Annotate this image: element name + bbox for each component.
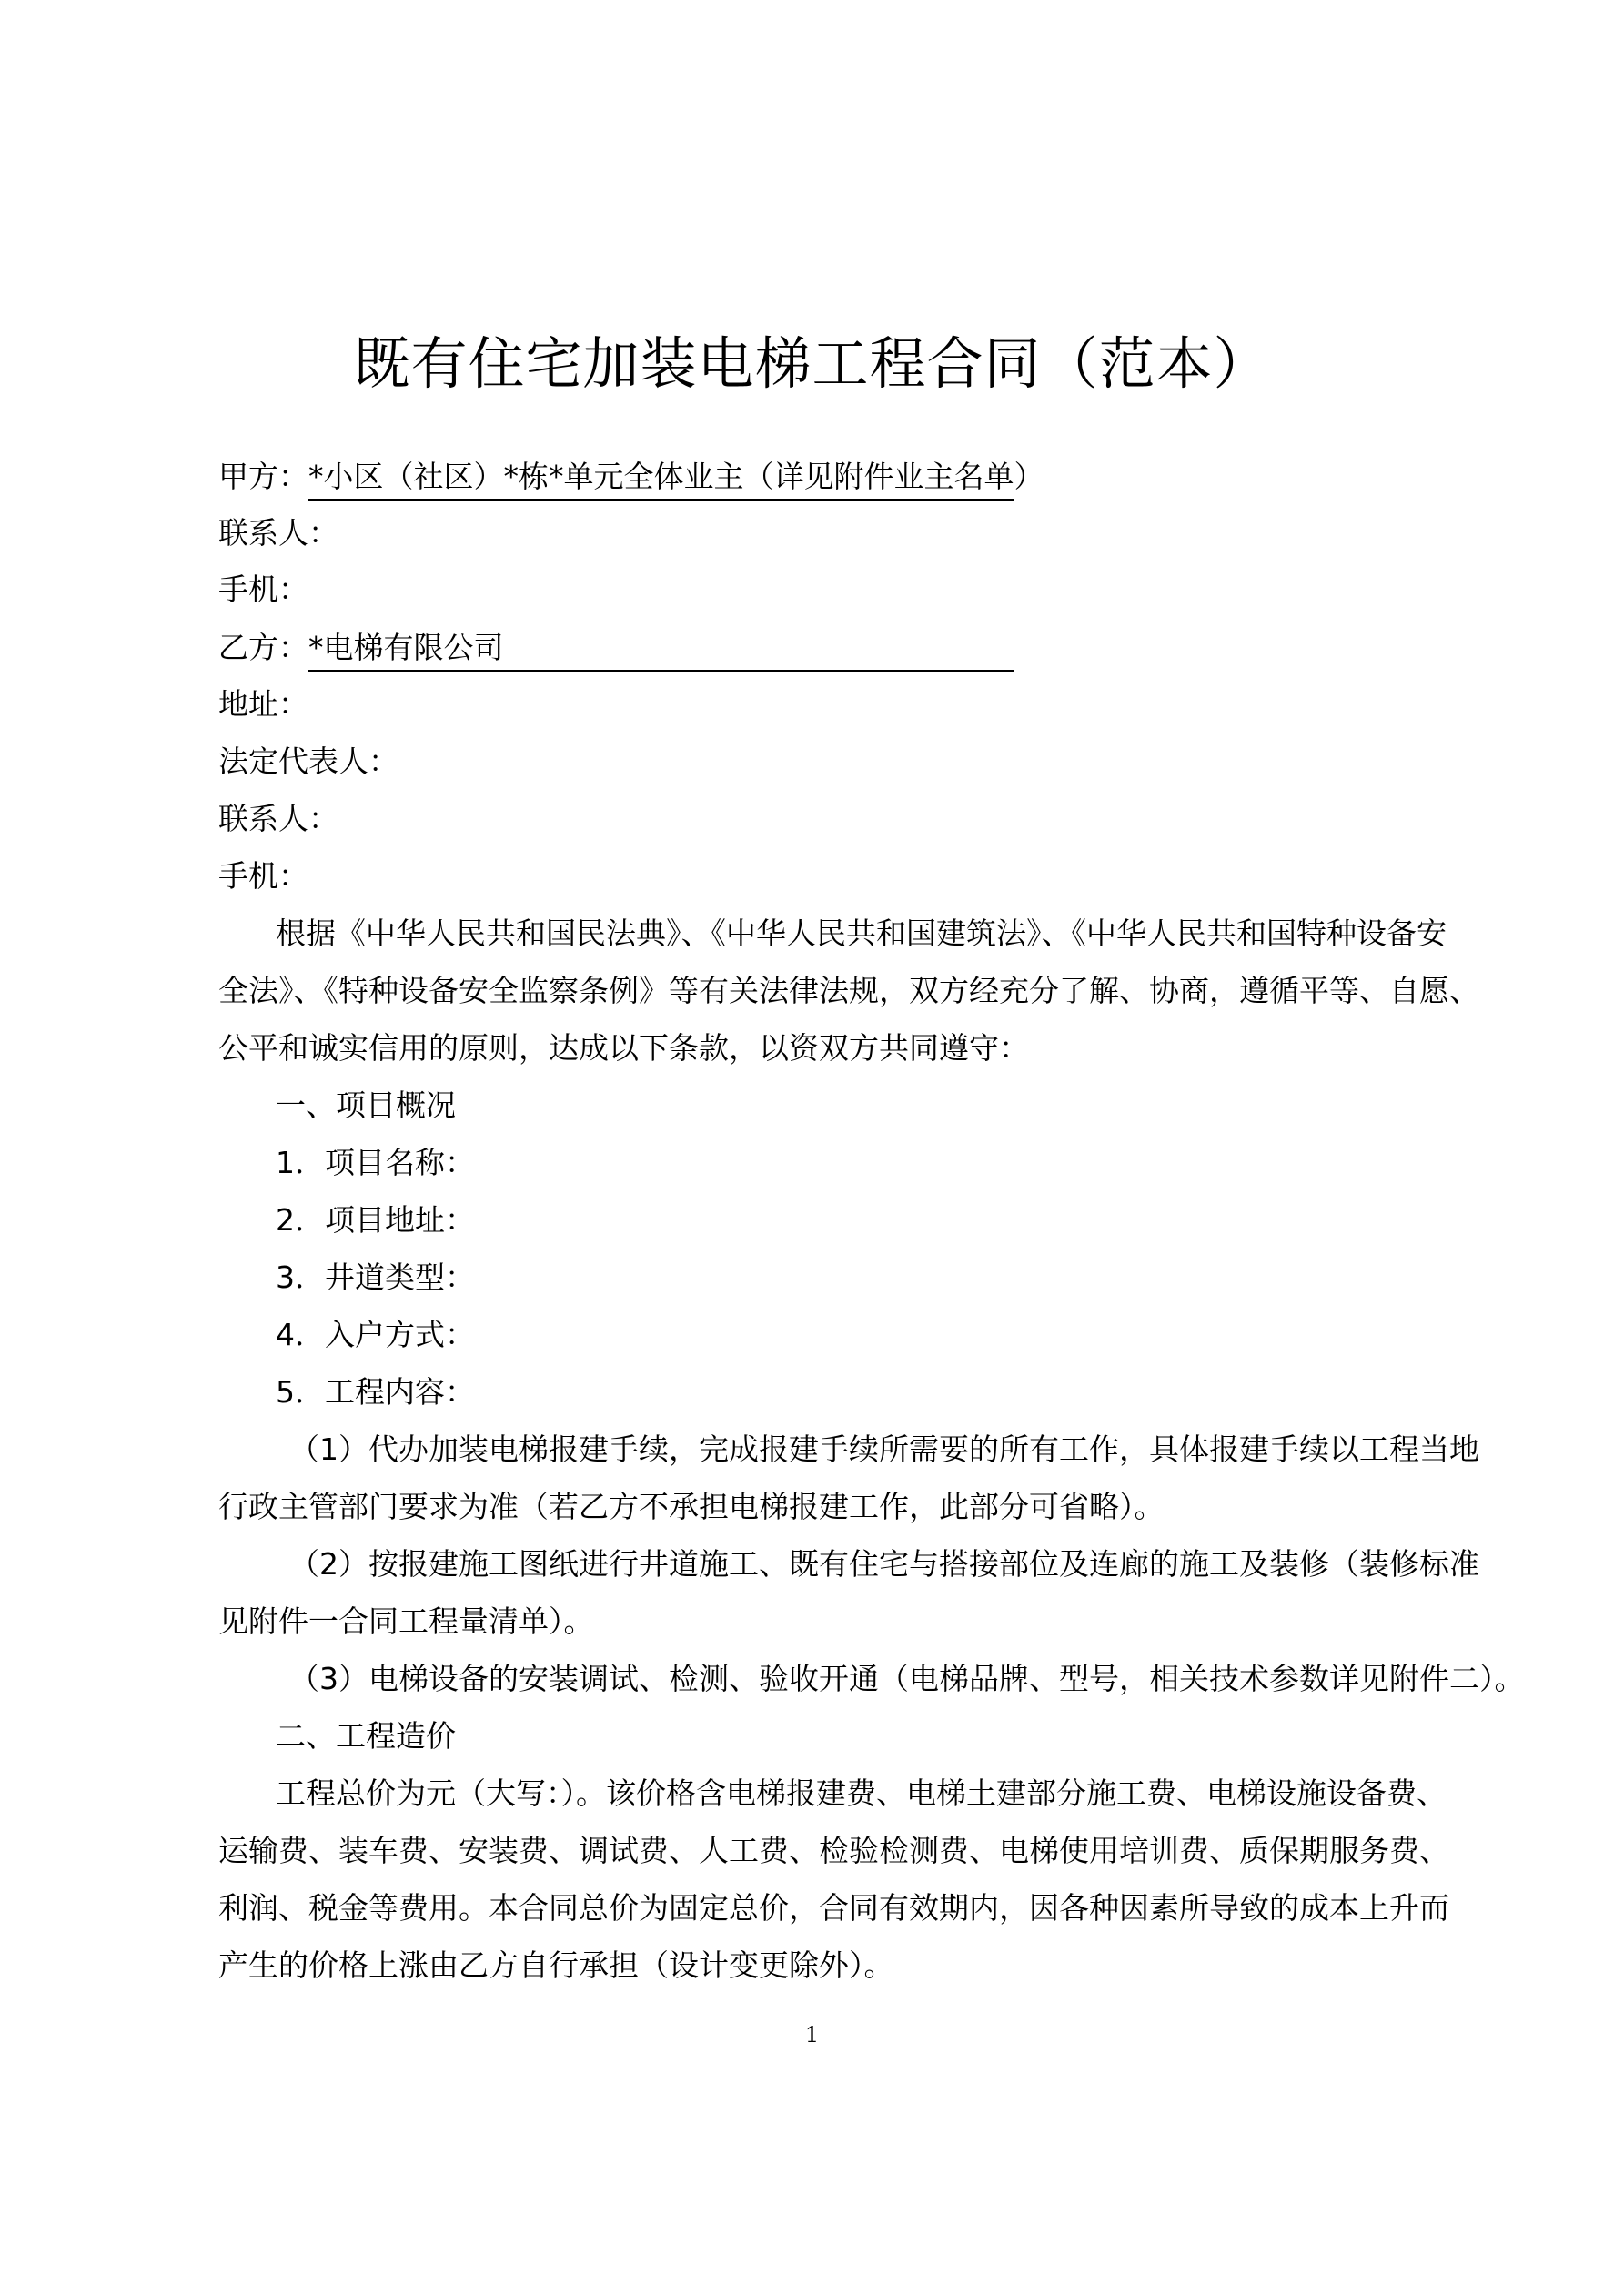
preamble-line: 根据《中华人民共和国民法典》、《中华人民共和国建筑法》、《中华人民共和国特种设备安	[276, 915, 1447, 951]
page-number: 1	[804, 2022, 820, 2048]
party-b-contact: 联系人：	[218, 801, 338, 836]
project-item: 2．项目地址：	[276, 1202, 475, 1238]
preamble-line: 全法》、《特种设备安全监察条例》等有关法律法规，双方经充分了解、协商，遵循平等、自愿、	[218, 973, 1479, 1008]
party-a-line	[218, 457, 1044, 501]
preamble-line: 公平和诚实信用的原则，达成以下条款，以资双方共同遵守：	[218, 1030, 1029, 1066]
party-a-label: 甲方：	[218, 459, 308, 494]
project-item: 4．入户方式：	[276, 1317, 475, 1352]
price-line: 利润、税金等费用。本合同总价为固定总价，合同有效期内，因各种因素所导致的成本上升而	[218, 1890, 1449, 1926]
price-line: 产生的价格上涨由乙方自行承担（设计变更除外）。	[218, 1947, 894, 1983]
content-line: （1）代办加装电梯报建手续，完成报建手续所需要的所有工作，具体报建手续以工程当地	[289, 1431, 1479, 1467]
party-a-value: *小区（社区）*栋*单元全体业主（详见附件业主名单）	[308, 457, 1014, 501]
party-b-address: 地址：	[218, 686, 308, 722]
content-line: （2）按报建施工图纸进行井道施工、既有住宅与搭接部位及连廊的施工及装修（装修标准	[289, 1546, 1479, 1582]
party-b-legal-rep: 法定代表人：	[218, 743, 398, 779]
project-item: 3．井道类型：	[276, 1259, 475, 1295]
section-heading: 一、项目概况	[276, 1087, 456, 1123]
document-title: 既有住宅加装电梯工程合同（范本）	[353, 330, 1271, 397]
content-line: （3）电梯设备的安装调试、检测、验收开通（电梯品牌、型号，相关技术参数详见附件二）。	[289, 1661, 1525, 1696]
party-b-label: 乙方：	[218, 630, 308, 665]
price-line: 运输费、装车费、安装费、调试费、人工费、检验检测费、电梯使用培训费、质保期服务费、	[218, 1833, 1449, 1868]
party-b-phone: 手机：	[218, 858, 308, 894]
party-a-phone: 手机：	[218, 571, 308, 607]
party-b-value: *电梯有限公司	[308, 628, 1014, 672]
content-line: 见附件一合同工程量清单）。	[218, 1603, 594, 1639]
project-item: 1．项目名称：	[276, 1145, 475, 1180]
content-line: 行政主管部门要求为准（若乙方不承担电梯报建工作，此部分可省略）。	[218, 1489, 1165, 1524]
party-a-contact: 联系人：	[218, 515, 338, 551]
project-item: 5．工程内容：	[276, 1374, 475, 1410]
section-heading: 二、工程造价	[276, 1718, 456, 1754]
price-line: 工程总价为元（大写：）。该价格含电梯报建费、电梯土建部分施工费、电梯设施设备费、	[276, 1775, 1447, 1811]
party-b-line	[218, 628, 1014, 672]
